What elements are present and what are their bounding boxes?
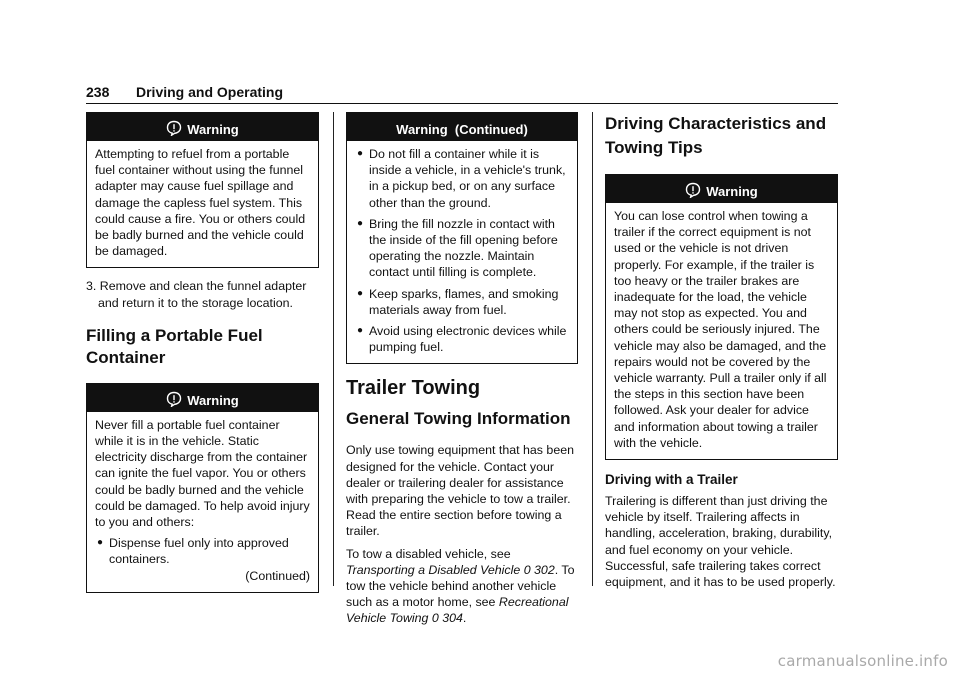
continued-label: (Continued) <box>245 568 310 583</box>
bullet-icon: ● <box>357 217 364 229</box>
watermark: carmanualsonline.info <box>777 652 948 670</box>
section-heading: Driving Characteristics and Towing Tips <box>605 114 827 157</box>
warning-box <box>346 112 578 364</box>
page-number: 238 <box>86 84 110 100</box>
page-header <box>86 84 838 104</box>
bullet-item <box>355 146 569 211</box>
body-paragraph: Only use towing equipment that has been designed for the vehicle. Contact your dealer or trailering dealer for assistance with preparing the vehicle to tow a trailer. Read the entire section before towing a trailer. <box>346 443 574 539</box>
warning-title: Warning (Continued) <box>396 122 528 137</box>
text-run: To tow a disabled vehicle, see <box>346 546 511 561</box>
warning-title: Warning <box>187 122 239 137</box>
chapter-heading: Trailer Towing <box>346 377 481 400</box>
text-run: . <box>462 611 467 626</box>
page-reference[interactable]: 0 302 <box>523 562 555 577</box>
cross-reference-link[interactable]: Recreational Vehicle Towing <box>346 595 569 626</box>
bullet-icon: ● <box>357 325 364 337</box>
body-paragraph: Trailering is different than just driving the vehicle by itself. Trailering affects in handling, acceleration, braking, durability, and fuel economy on your vehicle. Successful, safe trailering takes correct equipment, and it has to be used properly. <box>605 494 836 590</box>
section-title: Driving and Operating <box>136 84 284 100</box>
warning-box <box>605 174 838 460</box>
subsection-heading: Driving with a Trailer <box>605 472 738 488</box>
column-divider <box>592 112 593 586</box>
warning-header <box>606 175 837 203</box>
body-paragraph <box>346 546 578 627</box>
bullet-item <box>95 535 310 567</box>
warning-box <box>86 112 319 268</box>
page-reference[interactable]: 0 304 <box>431 611 463 626</box>
warning-icon <box>166 391 182 407</box>
bullet-text: Do not fill a container while it is inside a vehicle, in a vehicle's trunk, in a pickup bed, or on any surface other than the ground. <box>369 147 566 210</box>
warning-text: Never fill a portable fuel container while it is in the vehicle. Static electricity discharge from the container can ignite the fuel vapor. You or others could be badly burned and the vehicle could be damaged. To help avoid injury to you and others: <box>95 417 310 530</box>
subsection-heading: General Towing Information <box>346 409 571 429</box>
section-heading: Filling a Portable Fuel Container <box>86 325 263 367</box>
warning-icon <box>685 182 701 198</box>
warning-header <box>347 113 577 141</box>
bullet-icon: ● <box>357 287 364 299</box>
warning-header <box>87 384 318 412</box>
bullet-icon: ● <box>357 148 364 159</box>
bullet-item <box>355 216 569 281</box>
warning-title: Warning <box>706 184 758 199</box>
column-2 <box>346 112 578 633</box>
bullet-text: Dispense fuel only into approved containers. <box>109 536 289 567</box>
bullet-text: Keep sparks, flames, and smoking materials away from fuel. <box>369 286 559 317</box>
step-item: 3. Remove and clean the funnel adapter and return it to the storage location. <box>86 279 307 310</box>
bullet-item <box>355 286 569 318</box>
column-1 <box>86 112 319 603</box>
bullet-text: Bring the fill nozzle in contact with the inside of the fill opening before operating the nozzle. Maintain contact until filling is complete. <box>369 216 558 280</box>
bullet-item <box>355 323 569 355</box>
warning-title: Warning <box>187 392 239 408</box>
column-3 <box>605 112 838 596</box>
warning-text: You can lose control when towing a trailer if the correct equipment is not used or the vehicle is not driven properly. For example, if the trailer is too heavy or the trailer brakes are inadequate for the load, the vehicle may not stop as expected. You and others could be seriously injured. The vehicle may also be damaged, and the repairs would not be covered by the vehicle warranty. Pull a trailer only if all the steps in this section have been followed. Ask your dealer for advice and information about towing a trailer with the vehicle. <box>614 209 827 450</box>
cross-reference-link[interactable]: Transporting a Disabled Vehicle <box>346 562 521 577</box>
bullet-icon: ● <box>97 537 104 549</box>
warning-header <box>87 113 318 141</box>
column-divider <box>333 112 334 586</box>
warning-text: Attempting to refuel from a portable fuel container without using the funnel adapter may cause fuel spillage and damage the capless fuel system. This could cause a fire. You or others could be badly burned and the vehicle could be damaged. <box>95 147 306 259</box>
warning-icon <box>166 120 182 136</box>
bullet-text: Avoid using electronic devices while pumping fuel. <box>369 324 567 355</box>
text-run: . To tow the vehicle behind another vehicle such as a motor home, see <box>346 562 575 610</box>
warning-box <box>86 383 319 593</box>
